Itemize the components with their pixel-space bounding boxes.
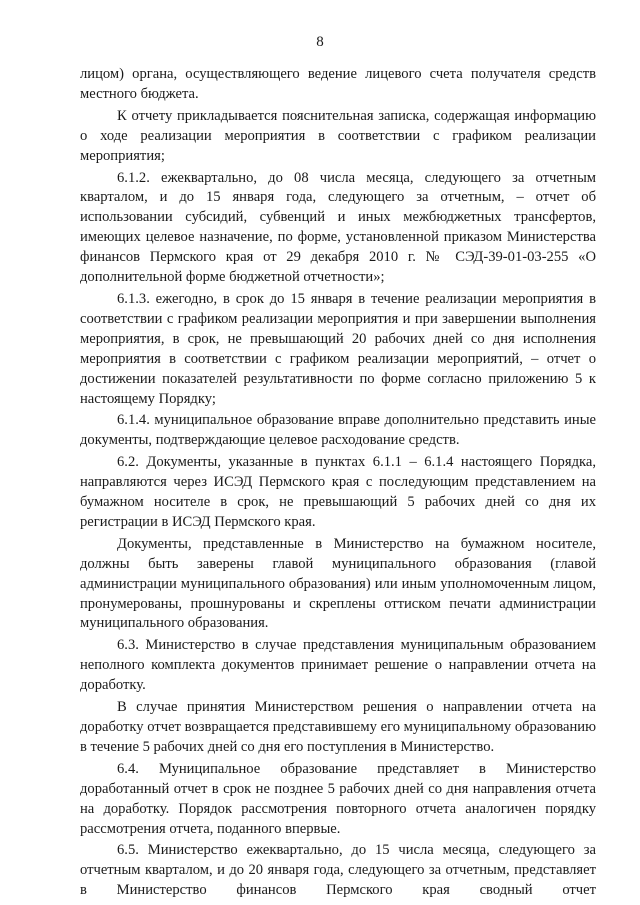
paragraph-6-1-2: 6.1.2. ежеквартально, до 08 числа месяца, следующего за отчетным кварталом, и до 15 января года, следующего за отчетным, – отчет об использовании субсидий, субвенций и иных межбюджетных трансфертов, имеющих целевое назначение, по форме, установленной приказом Министерства финансов Пермского края от 29 декабря 2010 г. № СЭД-39-01-03-255 «О дополнительной форме бюджетной отчетности»;	[80, 169, 596, 286]
paragraph-continuation: лицом) органа, осуществляющего ведение лицевого счета получателя средств местного бюджета.	[80, 66, 596, 102]
paragraph-paper-documents: Документы, представленные в Министерство на бумажном носителе, должны быть заверены главой муниципального образования (главой администрации муниципального образования) или иным уполномоченным лицом, пронумерованы, прошнурованы и скреплены оттиском печати администрации муниципального образования.	[80, 535, 596, 632]
page-number: 8	[316, 34, 324, 50]
paragraph-6-4: 6.4. Муниципальное образование представляет в Министерство доработанный отчет в срок не позднее 5 рабочих дней со дня направления отчета на доработку. Порядок рассмотрения повторного отчета аналогичен порядку рассмотрения отчета, поданного впервые.	[80, 760, 596, 837]
paragraph-return-for-revision: В случае принятия Министерством решения о направлении отчета на доработку отчет возвращается представившему его муниципальному образованию в течение 5 рабочих дней со дня его поступления в Министерство.	[80, 699, 596, 755]
paragraph-6-3: 6.3. Министерство в случае представления муниципальным образованием неполного комплекта документов принимает решение о направлении отчета на доработку.	[80, 637, 596, 694]
paragraph-explanatory-note: К отчету прикладывается пояснительная записка, содержащая информацию о ходе реализации мероприятия в соответствии с графиком реализации мероприятия;	[80, 107, 596, 164]
paragraph-6-1-3: 6.1.3. ежегодно, в срок до 15 января в течение реализации мероприятия в соответствии с графиком реализации мероприятия и при завершении выполнения мероприятия, в срок, не превышающий 20 рабочих дней со дня исполнения мероприятия в соответствии с графиком реализации мероприятий, – отчет о достижении показателей результативности по форме согласно приложению 5 к настоящему Порядку;	[80, 290, 596, 407]
paragraph-6-5: 6.5. Министерство ежеквартально, до 15 числа месяца, следующего за отчетным кварталом, и до 20 января года, следующего за отчетным, представляет в Министерство финансов Пермского края сводный отчет	[80, 842, 596, 899]
document-body	[80, 65, 596, 903]
paragraph-6-1-4: 6.1.4. муниципальное образование вправе дополнительно представить иные документы, подтверждающие целевое расходование средств.	[80, 412, 596, 449]
paragraph-6-2: 6.2. Документы, указанные в пунктах 6.1.1 – 6.1.4 настоящего Порядка, направляются через ИСЭД Пермского края с последующим представлением на бумажном носителе в срок, не превышающий 5 рабочих дней со дня их регистрации в ИСЭД Пермского края.	[80, 454, 596, 530]
